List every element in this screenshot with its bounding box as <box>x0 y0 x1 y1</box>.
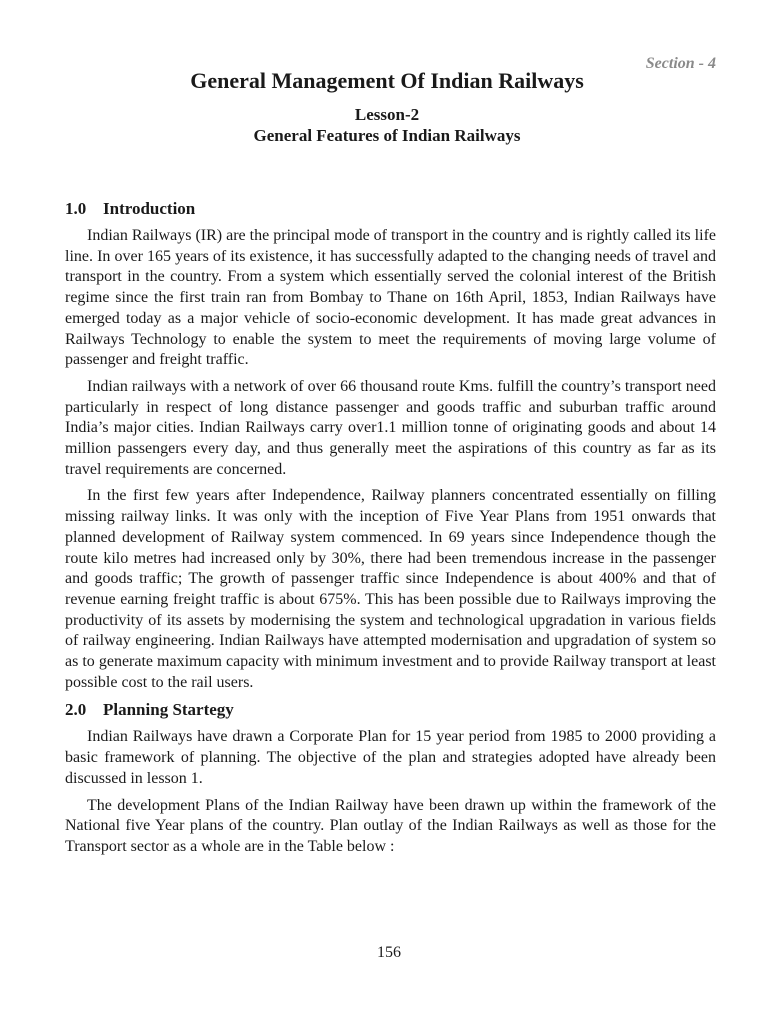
lesson-subtitle: General Features of Indian Railways <box>253 126 521 145</box>
section-title: Planning Startegy <box>103 700 234 720</box>
section-title: Introduction <box>103 199 196 218</box>
section-number: 1.0 <box>65 199 87 218</box>
paragraph: Indian Railways have drawn a Corporate Plan for 15 year period from 1985 to 2000 providing a basic framework of planning. The objective of the plan and strategies adopted have already been discussed in lesson 1. <box>65 728 716 787</box>
paragraph: In the first few years after Independence, Railway planners concentrated essentially on filling missing railway links. It was only with the inception of Five Year Plans from 1951 onwards that planned development of Railway system commenced. In 69 years since Independence though the route kilo metres had increased only by 30%, there had been tremendous increase in the passenger and goods traffic; The growth of passenger traffic since Independence is about 400% and that of revenue earning freight traffic is about 675%. This has been possible due to Railways improving the productivity of its assets by modernising the system and technological upgradation in various fields of railway engineering. Indian Railways have attempted modernisation and upgradation of system so as to generate maximum capacity with minimum investment and to provide Railway transport at least possible cost to the rail users. <box>65 487 716 691</box>
paragraph: Indian railways with a network of over 66 thousand route Kms. fulfill the country’s transport need particularly in respect of long distance passenger and goods traffic and suburban traffic around India’s major cities. Indian Railways carry over1.1 million tonne of originating goods and about 14 million passengers every day, and thus generally meet the aspirations of this country as far as its travel requirements are concerned. <box>65 377 716 478</box>
paragraph: Indian Railways (IR) are the principal mode of transport in the country and is rightly called its life line. In over 165 years of its existence, it has successfully adapted to the changing needs of travel and transport in the country. From a system which essentially served the colonial interest of the British regime since the first train ran from Bombay to Thane on 16th April, 1853, Indian Railways have emerged today as a major vehicle of socio-economic development. It has made great advances in Railways Technology to enable the system to meet the requirements of moving large volume of passenger and freight traffic. <box>65 227 716 369</box>
page-number: 156 <box>377 944 401 961</box>
document-body <box>65 198 716 864</box>
page-title: General Management Of Indian Railways <box>190 68 584 93</box>
section-label: Section - 4 <box>645 55 716 72</box>
section-planning-strategy <box>65 699 716 857</box>
section-heading <box>65 699 716 721</box>
section-number: 2.0 <box>65 700 87 720</box>
lesson-header <box>0 104 768 146</box>
section-heading <box>65 198 716 220</box>
section-introduction <box>65 198 716 693</box>
paragraph: The development Plans of the Indian Railway have been drawn up within the framework of the National five Year plans of the country. Plan outlay of the Indian Railways as well as those for the Transport sector as a whole are in the Table below : <box>65 796 716 855</box>
lesson-number: Lesson-2 <box>354 105 420 124</box>
